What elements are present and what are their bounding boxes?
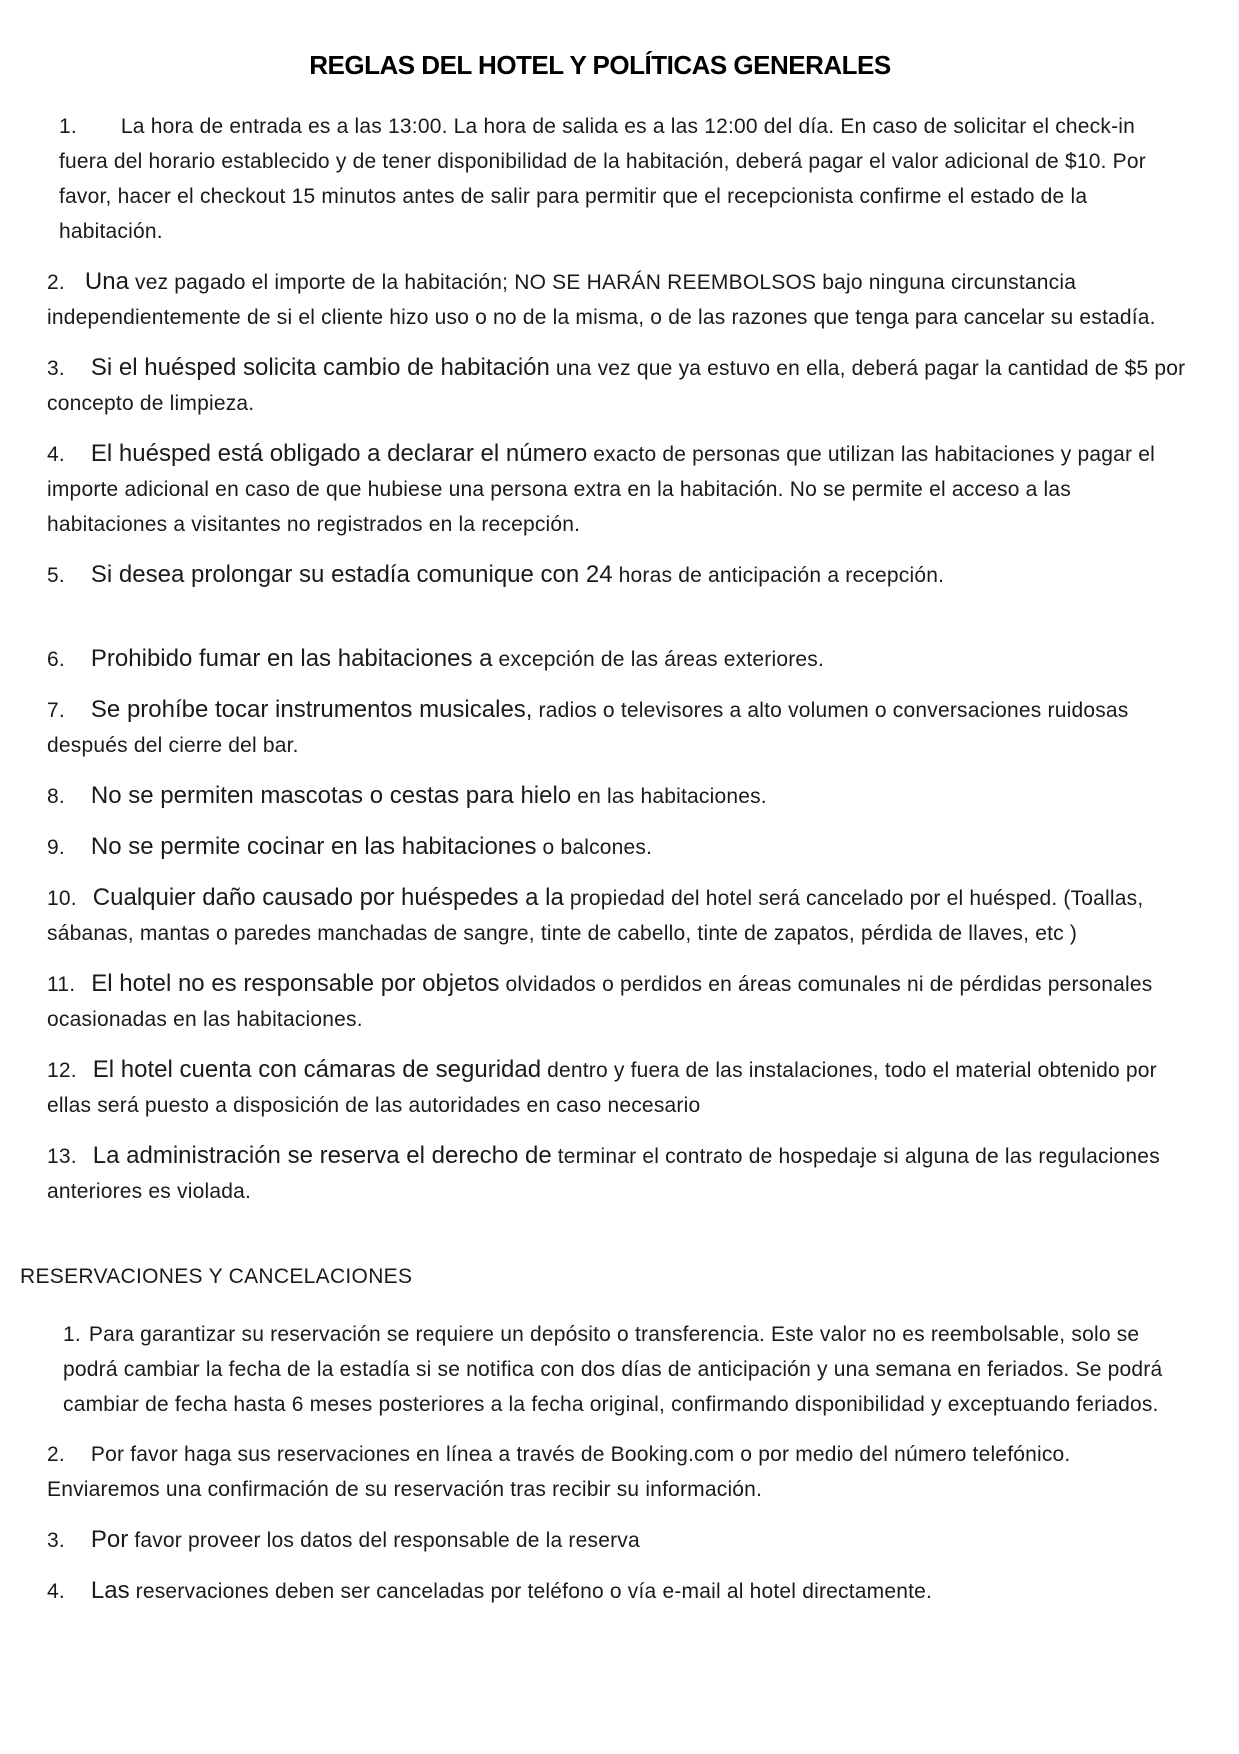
item-number: 3. [47,357,65,380]
item-number: 2. [47,1443,65,1466]
item-text-segment: Las [90,1577,130,1604]
item-tab-spacer [65,374,91,375]
item-tab-spacer [77,904,93,905]
item-number: 4. [47,443,65,466]
item-tab-spacer [77,1076,93,1077]
rule-item [47,641,1189,677]
hotel-rules-list [47,109,1189,1209]
item-tab-spacer [75,990,91,991]
reservation-item [47,1573,1189,1609]
item-number: 1. [63,1323,81,1346]
item-text-segment: terminar el contrato de hospedaje si alguna de las regulaciones anteriores es violada. [47,1145,1160,1203]
item-tab-spacer [77,132,121,133]
item-number: 7. [47,699,65,722]
reservation-item [47,1522,1189,1558]
item-text-segment: Cualquier daño causado por huéspedes a la [92,884,564,911]
item-tab-spacer [65,1546,91,1547]
item-text-segment: reservaciones deben ser canceladas por teléfono o vía e-mail al hotel directamente. [129,1580,933,1603]
item-text-segment: Prohibido fumar en las habitaciones a [90,645,493,672]
item-tab-spacer [65,665,91,666]
item-tab-spacer [65,581,91,582]
item-number: 4. [47,1580,65,1603]
item-number: 9. [47,836,65,859]
item-text-segment: El hotel no es responsable por objetos [91,970,500,997]
item-tab-spacer [81,1340,89,1341]
item-text-segment: radios o televisores a alto volumen o conversaciones ruidosas después del cierre del bar. [47,699,1129,757]
item-tab-spacer [65,460,91,461]
item-text-segment: olvidados o perdidos en áreas comunales ni de pérdidas personales ocasionadas en las habitaciones. [47,973,1153,1031]
item-number: 10. [47,887,77,910]
rule-item [47,1052,1189,1123]
item-number: 12. [47,1059,77,1082]
rule-item [47,692,1189,763]
item-text-segment: Si desea prolongar su estadía comunique con 24 [90,561,613,588]
item-tab-spacer [65,802,91,803]
item-text-segment: excepción de las áreas exteriores. [492,648,825,671]
rule-item [47,1138,1189,1209]
rule-item [47,829,1189,865]
item-text-segment: No se permite cocinar en las habitaciones [90,833,537,860]
reservation-item [47,1317,1189,1422]
item-tab-spacer [77,1162,93,1163]
item-text-segment: o balcones. [536,836,653,859]
item-text-segment: favor proveer los datos del responsable de la reserva [128,1529,640,1552]
item-text-segment: propiedad del hotel será cancelado por el huésped. (Toallas, sábanas, mantas o paredes manchadas de sangre, tinte de cabello, tinte de zapatos, pérdida de llaves, etc ) [47,887,1144,945]
reservation-item [47,1437,1189,1507]
item-text-segment: El hotel cuenta con cámaras de seguridad [92,1056,542,1083]
reservations-list [47,1317,1189,1609]
item-text-segment: No se permiten mascotas o cestas para hielo [90,782,572,809]
item-text-segment: una vez que ya estuvo en ella, deberá pagar la cantidad de $5 por concepto de limpieza. [47,357,1186,415]
item-number: 11. [47,973,76,996]
item-number: 5. [47,564,65,587]
page-title: REGLAS DEL HOTEL Y POLÍTICAS GENERALES [309,50,891,80]
item-number: 6. [47,648,65,671]
item-text-segment: exacto de personas que utilizan las habitaciones y pagar el importe adicional en caso de que hubiese una persona extra en la habitación. No se permite el acceso a las habitaciones a visitantes no registrados en la recepción. [47,443,1155,536]
item-text-segment: El huésped está obligado a declarar el número [90,440,588,467]
item-text-segment: Por favor haga sus reservaciones en línea a través de Booking.com o por medio del número telefónico. Enviaremos una confirmación de su reservación tras recibir su información. [47,1443,1071,1501]
item-text-segment: La hora de entrada es a las 13:00. La hora de salida es a las 12:00 del día. En caso de solicitar el check-in fuera del horario establecido y de tener disponibilidad de la habitación, deberá pagar el valor adicional de $10. Por favor, hacer el checkout 15 minutos antes de salir para permitir que el recepcionista confirme el estado de la habitación. [59,115,1146,243]
item-tab-spacer [65,716,91,717]
item-text-segment: vez pagado el importe de la habitación; NO SE HARÁN REEMBOLSOS bajo ninguna circunstancia independientemente de si el cliente hizo uso o no de la misma, o de las razones que tenga para cancelar su estadía. [47,271,1156,329]
rule-item [47,109,1189,249]
item-number: 2. [47,271,65,294]
rule-item [47,350,1189,421]
rule-item [47,778,1189,814]
item-text-segment: Si el huésped solicita cambio de habitación [90,354,550,381]
item-number: 3. [47,1529,65,1552]
item-text-segment: Se prohíbe tocar instrumentos musicales, [90,696,533,723]
item-number: 8. [47,785,65,808]
item-text-segment: Para garantizar su reservación se requiere un depósito o transferencia. Este valor no es reembolsable, solo se podrá cambiar la fecha de la estadía si se notifica con dos días de anticipación y una semana en feriados. Se podrá cambiar de fecha hasta 6 meses posteriores a la fecha original, confirmando disponibilidad y exceptuando feriados. [63,1323,1163,1416]
rule-item [47,264,1189,335]
rule-item [47,557,1189,593]
item-text-segment: horas de anticipación a recepción. [612,564,945,587]
item-text-segment: Una [84,268,129,295]
item-number: 1. [59,115,77,138]
item-tab-spacer [65,1597,91,1598]
rule-item [47,966,1189,1037]
item-text-segment: en las habitaciones. [571,785,767,808]
item-number: 13. [47,1145,77,1168]
rule-item [47,436,1189,542]
item-tab-spacer [65,1460,91,1461]
item-text-segment: Por [90,1526,129,1553]
item-text-segment: La administración se reserva el derecho de [92,1142,552,1169]
item-tab-spacer [65,853,91,854]
item-tab-spacer [65,288,85,289]
item-text-segment: dentro y fuera de las instalaciones, todo el material obtenido por ellas será puesto a disposición de las autoridades en caso necesario [47,1059,1157,1117]
reservations-section-heading: RESERVACIONES Y CANCELACIONES [20,1265,413,1288]
rule-item [47,880,1189,951]
